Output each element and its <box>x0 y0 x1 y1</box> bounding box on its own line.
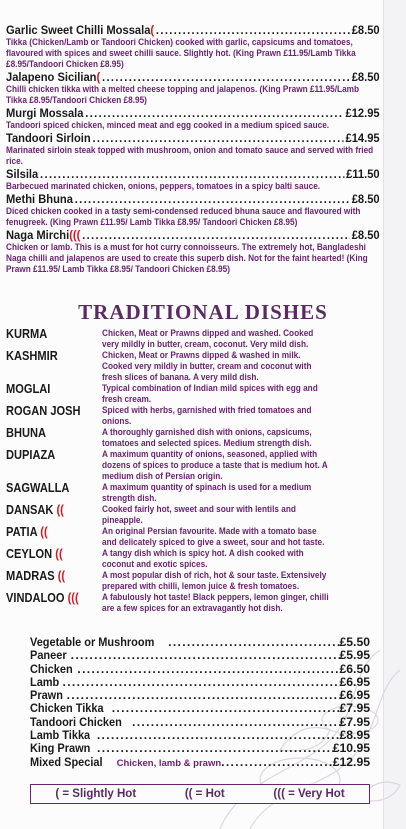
chilli-icon: ((( <box>64 591 79 605</box>
dish-name-text: CEYLON <box>6 547 53 561</box>
menu-item-price: £11.50 <box>346 167 380 181</box>
price-item-note: Chicken, lamb & prawn <box>116 757 222 769</box>
leader-dots <box>40 168 344 181</box>
dish-row <box>6 383 366 405</box>
price-item-price: £7.95 <box>339 714 370 729</box>
price-row <box>30 742 370 755</box>
price-item-name: Lamb Tikka <box>30 728 91 743</box>
price-row <box>30 716 370 729</box>
leader-dots <box>132 716 339 729</box>
price-item-name: Prawn <box>30 688 63 703</box>
dish-row <box>6 350 366 383</box>
section-title: TRADITIONAL DISHES <box>78 300 328 324</box>
dish-row <box>6 526 366 548</box>
dish-name-text: MOGLAI <box>6 382 51 396</box>
leader-dots <box>82 229 350 242</box>
menu-item-description: Marinated sirloin steak topped with mushroom, onion and tomato sauce and served with fried rice. <box>6 145 374 167</box>
menu-item-description: Chicken or lamb. This is a must for hot curry connoisseurs. The extremely hot, Bangladeshi Naga chilli and jalapenos are used to create this superb dish. Not for the faint hearted! (King Prawn £11.95/ Lamb Tikka £8.95/ Tandoori Chicken £8.95) <box>6 242 368 275</box>
dish-row <box>6 548 366 570</box>
dish-name-text: VINDALOO <box>6 591 65 605</box>
chilli-icon: ( <box>55 788 63 800</box>
price-row <box>30 649 370 662</box>
leader-dots <box>63 676 340 689</box>
price-row <box>30 729 370 742</box>
price-item-price: £6.95 <box>339 688 370 703</box>
dish-name <box>6 405 90 427</box>
dish-name-text: KURMA <box>6 327 48 341</box>
leader-dots <box>71 649 340 662</box>
leader-dots <box>168 636 339 649</box>
leader-dots <box>92 132 343 145</box>
dish-name <box>6 548 90 570</box>
dish-name-text: MADRAS <box>6 569 55 583</box>
price-row <box>30 663 370 676</box>
price-item-name: Tandoori Chicken <box>30 714 122 729</box>
menu-item-description: Barbecued marinated chicken, onions, peppers, tomatoes in a spicy balti sauce. <box>6 181 321 192</box>
price-row <box>30 636 370 649</box>
dish-row <box>6 592 366 614</box>
chilli-icon: ( <box>96 70 101 84</box>
menu-item-header <box>6 107 380 120</box>
chilli-legend <box>30 784 370 804</box>
legend-label: = Hot <box>195 788 225 800</box>
dish-description: A maximum quantity of onions, seasoned, applied with dozens of spices to produce a taste that is medium hot. A medium dish of Persian origin. <box>102 449 328 482</box>
menu-item <box>6 193 380 228</box>
legend-entry <box>185 788 225 800</box>
price-item-price: £5.95 <box>339 648 370 663</box>
menu-item <box>6 107 380 131</box>
legend-entry <box>55 788 136 800</box>
menu-item-price: £14.95 <box>345 131 380 145</box>
dish-row <box>6 504 366 526</box>
dish-name <box>6 383 90 405</box>
price-item-name: Mixed Special <box>30 754 103 769</box>
menu-item <box>6 168 380 192</box>
price-item-name: Paneer <box>30 648 67 663</box>
menu-item-price: £8.50 <box>351 192 380 206</box>
dish-name <box>6 449 90 482</box>
specials-list <box>6 24 380 276</box>
menu-item-header <box>6 132 380 145</box>
dish-name-text: ROGAN JOSH <box>6 404 81 418</box>
price-item-price: £5.50 <box>339 635 370 649</box>
menu-item-name: Jalapeno Sicilian <box>6 70 97 84</box>
leader-dots <box>75 193 350 206</box>
dish-row <box>6 449 366 482</box>
traditional-dishes-list <box>6 328 366 614</box>
menu-item <box>6 229 380 275</box>
menu-item-price: £8.50 <box>351 70 380 84</box>
dish-description: A tangy dish which is spicy hot. A dish cooked with coconut and exotic spices. <box>102 548 304 570</box>
menu-item-header <box>6 24 380 37</box>
dish-name-text: SAGWALLA <box>6 481 70 495</box>
dish-name-text: KASHMIR <box>6 349 58 363</box>
menu-item-name: Garlic Sweet Chilli Mossala <box>6 23 151 37</box>
menu-item <box>6 24 380 70</box>
chilli-icon: (( <box>37 525 48 539</box>
price-item-name: King Prawn <box>30 741 91 756</box>
menu-item-price: £12.95 <box>345 106 380 120</box>
dish-description: A most popular dish of rich, hot & sour taste. Extensively prepared with chilli, lemon juice & fresh tomatoes. <box>102 570 327 592</box>
leader-dots <box>85 107 343 120</box>
price-item-name: Chicken <box>30 661 73 676</box>
dish-description: Chicken, Meat or Prawns dipped and washed. Cooked very mildly in butter, cream, coconut. Very mild dish. <box>102 328 314 350</box>
chilli-icon: ((( <box>273 788 289 800</box>
chilli-icon: (( <box>52 547 63 561</box>
price-item-name: Vegetable or Mushroom <box>30 635 155 649</box>
dish-row <box>6 405 366 427</box>
menu-item-header <box>6 229 380 242</box>
price-item-name: Chicken Tikka <box>30 701 104 716</box>
price-item-price: £12.95 <box>332 754 370 769</box>
dish-name-text: BHUNA <box>6 426 47 440</box>
price-item-price: £7.95 <box>339 701 370 716</box>
dish-name <box>6 350 90 383</box>
dish-name <box>6 592 90 614</box>
dish-name <box>6 427 90 449</box>
menu-item-price: £8.50 <box>351 23 380 37</box>
menu-item-header <box>6 71 380 84</box>
dish-name <box>6 570 90 592</box>
menu-item-name: Tandoori Sirloin <box>6 131 91 145</box>
menu-item-header <box>6 168 380 181</box>
menu-item-name: Silsila <box>6 167 39 181</box>
dish-description: Chicken, Meat or Prawns dipped & washed in milk. Cooked very mildly in butter, cream and coconut with fresh slices of banana. A very mild dish. <box>102 350 312 383</box>
menu-item-price: £8.50 <box>351 228 380 242</box>
price-row <box>30 756 370 770</box>
dish-name-text: DUPIAZA <box>6 448 56 462</box>
legend-label: = Slightly Hot <box>62 788 137 800</box>
chilli-icon: ( <box>150 23 155 37</box>
menu-item-description: Tikka (Chicken/Lamb or Tandoori Chicken) cooked with garlic, capsicums and tomatoes, flavoured with spices and sweet chilli sauce. Slightly hot. (King Prawn £11.95/Lamb Tikka £8.95/Tandoori Chicken £8.95) <box>6 37 356 70</box>
dish-row <box>6 427 366 449</box>
leader-dots <box>156 24 350 37</box>
chilli-icon: (( <box>53 503 64 517</box>
leader-dots <box>97 729 340 742</box>
menu-item-description: Diced chicken cooked in a tasty semi-condensed reduced bhuna sauce and flavoured with fenugreek. (King Prawn £11.95/ Lamb Tikka £8.95/ Tandoori Chicken £8.95) <box>6 206 361 228</box>
dish-name <box>6 482 90 504</box>
chilli-icon: (( <box>54 569 66 583</box>
dish-name <box>6 504 90 526</box>
leader-dots <box>67 689 340 702</box>
leader-dots <box>221 756 333 769</box>
dish-description: A maximum quantity of spinach is used for a medium strength dish. <box>102 482 312 504</box>
dish-description: A fabulously hot taste! Black peppers, lemon ginger, chilli are a few spices for an extravagantly hot dish. <box>102 592 329 614</box>
dish-row <box>6 482 366 504</box>
leader-dots <box>77 663 339 676</box>
dish-description: An original Persian favourite. Made with a tomato base and delicately spiced to give a sweet, sour and hot taste. <box>102 526 325 548</box>
dish-row <box>6 570 366 592</box>
dish-name <box>6 526 90 548</box>
chilli-icon: ((( <box>69 228 81 242</box>
chilli-icon: (( <box>184 788 196 800</box>
menu-item-name: Naga Mirchi <box>6 228 70 242</box>
price-item-price: £8.95 <box>339 728 370 743</box>
leader-dots <box>102 71 350 84</box>
price-item-name: Lamb <box>30 674 60 689</box>
price-item-price: £6.95 <box>339 674 370 689</box>
dish-description: A thoroughly garnished dish with onions, capsicums, tomatoes and selected spices. Medium strength dish. <box>102 427 312 449</box>
dish-name-text: DANSAK <box>6 503 54 517</box>
menu-item-name: Murgi Mossala <box>6 106 84 120</box>
price-row <box>30 676 370 689</box>
menu-item-description: Chilli chicken tikka with a melted cheese topping and jalapenos. (King Prawn £11.95/Lamb Tikka £8.95/Tandoori Chicken £8.95) <box>6 84 360 106</box>
dish-name <box>6 328 90 350</box>
menu-item-description: Tandoori spiced chicken, minced meat and egg cooked in a medium spiced sauce. <box>6 120 330 131</box>
price-item-price: £6.50 <box>339 661 370 676</box>
dish-description: Spiced with herbs, garnished with fried tomatoes and onions. <box>102 405 312 427</box>
legend-entry <box>273 788 344 800</box>
price-item-price: £10.95 <box>332 741 370 756</box>
price-list <box>30 636 370 770</box>
menu-item <box>6 132 380 167</box>
dish-row <box>6 328 366 350</box>
leader-dots <box>97 742 333 755</box>
menu-item <box>6 71 380 106</box>
price-row <box>30 689 370 702</box>
legend-label: = Very Hot <box>288 788 345 800</box>
menu-item-name: Methi Bhuna <box>6 192 73 206</box>
leader-dots <box>112 702 340 715</box>
dish-description: Cooked fairly hot, sweet and sour with lentils and pineapple. <box>102 504 296 526</box>
price-row <box>30 702 370 715</box>
dish-name-text: PATIA <box>6 525 38 539</box>
menu-item-header <box>6 193 380 206</box>
dish-description: Typical combination of Indian mild spices with egg and fresh cream. <box>102 383 318 405</box>
